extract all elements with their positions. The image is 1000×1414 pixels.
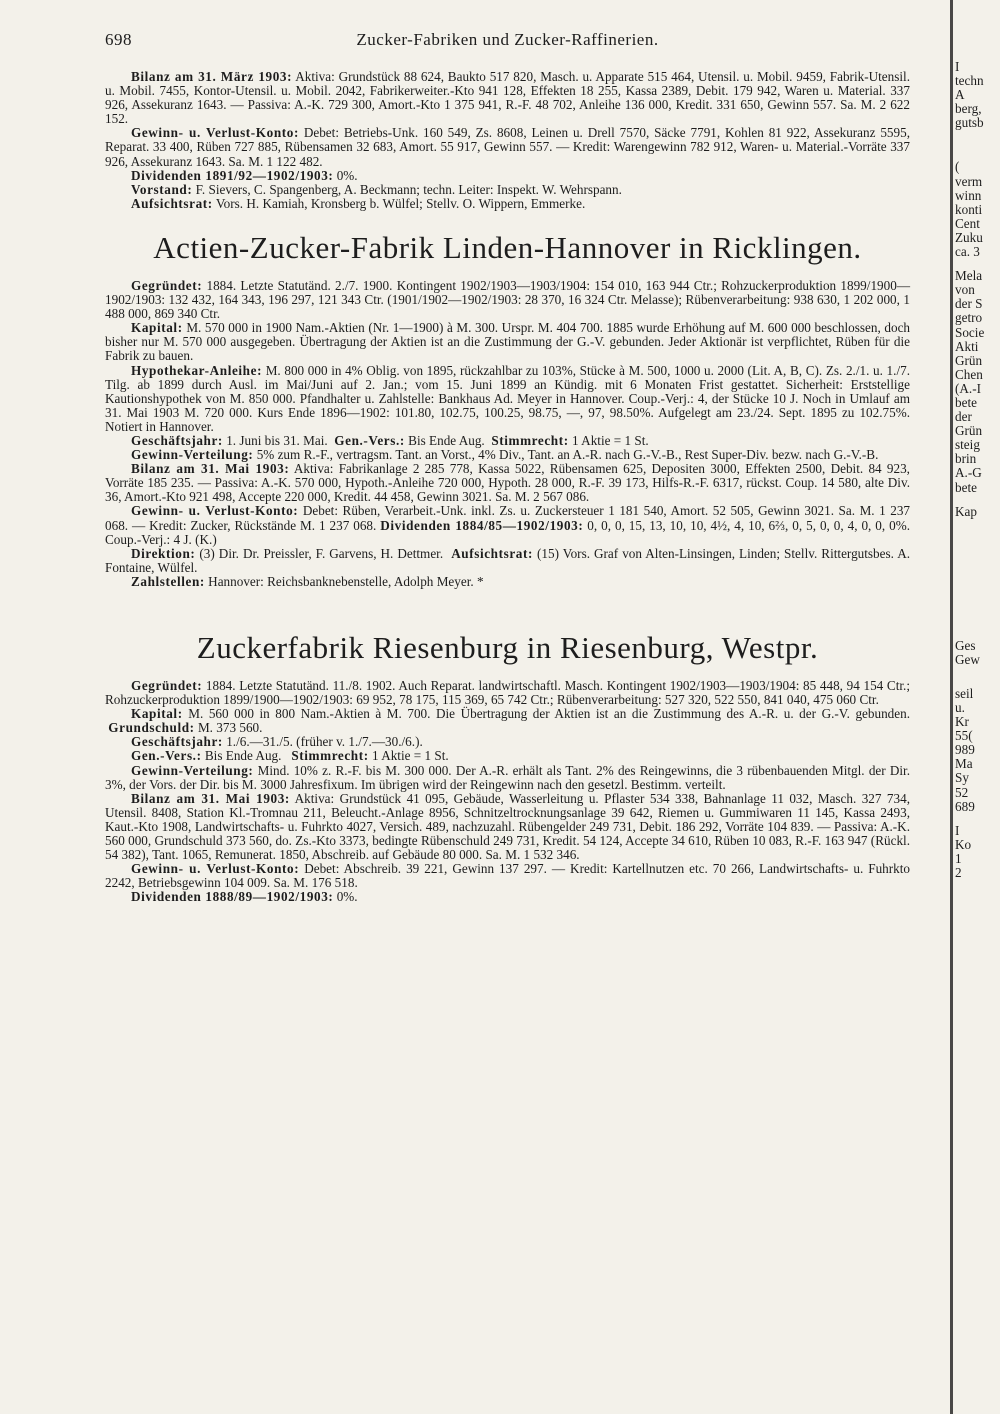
edge-fragment: steig: [955, 437, 980, 453]
edge-fragment: (A.-I: [955, 380, 981, 396]
riesen-bilanz: Bilanz am 31. Mai 1903: Aktiva: Grundstück 41 095, Gebäude, Wasserleitung u. Pflaster 534 338, Bahnanlage 11 032, Masch. 327 734, Utensil. 8408, Station Kl.-Tromnau 211, Beleucht.-Anlage 8956, Schnitzeltrocknungsanlage 39 642, Riemen u. Gummiwaren 11 145, Kassa 2493, Kaut.-Kto 1908, Landwirtschafts- u. Fuhrkto 4027, Versich. 489, nachzuzahl. Rübengelder 249 731, Debit. 186 292, Vorräte 104 839. — Passiva: A.-K. 560 000, Grundschuld 373 560, do. Zs.-Kto 3373, bedingte Rübenschuld 249 731, Kredit. 54 124, Accepte 34 610, Rüben 10 083, R.-F. 163 947 (Rückl. 54 382), Tant. 1065, Remunerat. 1850, Abschreib. auf Gebäude 80 000. Sa. M. 1 532 346.: [105, 790, 910, 863]
riesen-gewinnverteilung: Gewinn-Verteilung: Mind. 10% z. R.-F. bis M. 300 000. Der A.-R. erhält als Tant. 2% des Reingewinns, die 3 rübenbauenden Mitgl. der Dir. 3%, der Vors. der Dir. bis M. 3000 Jahresfixum. Im übrigen wird der Reingewinn nach den gesetzl. Bestimm. verteilt.: [105, 762, 911, 792]
prev-aufsichtsrat: Aufsichtsrat: Vors. H. Kamiah, Kronsberg b. Wülfel; Stellv. O. Wippern, Emmerke.: [131, 195, 586, 211]
linden-bilanz: Bilanz am 31. Mai 1903: Aktiva: Fabrikanlage 2 285 778, Kassa 5022, Rübensamen 625, Depositen 3000, Effekten 2500, Debit. 84 923, Vorräte 185 235. — Passiva: A.-K. 570 000, Hypoth.-Anleihe 720 000, Hypoth. 28 000, R.-F. 39 173, Hilfs-R.-F. 6317, rückst. Coup. 14 580, alte Div. 36, Amort.-Kto 921 498, Accepte 220 000, Kredit. 44 458, Gewinn 3021. Sa. M. 2 567 086.: [105, 461, 910, 505]
linden-direktion: Direktion: (3) Dir. Dr. Preissler, F. Garvens, H. Dettmer. Aufsichtsrat: (15) Vors. Graf von Alten-Linsingen, Linden; Stellv. Rittergutsbes. A. Fontaine, Wülfel.: [105, 545, 911, 575]
edge-fragment: bete: [955, 394, 977, 410]
edge-fragment: Grün: [955, 423, 983, 439]
edge-fragment: 52: [955, 784, 969, 800]
riesen-gegruendet: Gegründet: 1884. Letzte Statutänd. 11./8. 1902. Auch Reparat. landwirtschaftl. Masch. Kontingent 1902/1903—1903/1904: 85 448, 94 154 Ctr.; Rohzuckerproduktion 1899/1900—1902/1903: 69 952, 78 175, 115 369, 65 742 Ctr.; Rübenverarbeitung: 527 320, 522 550, 841 040, 475 060 Ctr.: [105, 678, 911, 708]
prev-dividends: Dividenden 1891/92—1902/1903: 0%.: [131, 167, 358, 183]
edge-fragment: gutsb: [955, 115, 984, 131]
edge-fragment: 689: [955, 798, 975, 814]
edge-fragment: Ma: [955, 756, 973, 772]
linden-geschaeftsjahr: Geschäftsjahr: 1. Juni bis 31. Mai. Gen.-Vers.: Bis Ende Aug. Stimmrecht: 1 Aktie = 1 St.: [131, 432, 649, 448]
edge-fragment: Chen: [955, 366, 983, 382]
edge-fragment: A.-G: [955, 465, 982, 481]
edge-fragment: der: [955, 409, 972, 425]
linden-gegruendet: Gegründet: 1884. Letzte Statutänd. 2./7. 1900. Kontingent 1902/1903—1903/1904: 154 010, 163 944 Ctr.; Rohzuckerproduktion 1899/1900—1902/1903: 132 432, 164 343, 196 297, 121 343 Ctr. (1901/1902—1902/1903: 28 370, 16 324 Ctr. Melasse); Rübenverarbeitung: 938 630, 1 202 000, 1 488 000, 869 340 Ctr.: [105, 277, 911, 322]
edge-fragment: konti: [955, 201, 983, 217]
main-column: [105, 70, 910, 905]
edge-fragment: der S: [955, 296, 983, 312]
riesen-genvers: Gen.-Vers.: Bis Ende Aug. Stimmrecht: 1 Aktie = 1 St.: [131, 748, 449, 764]
edge-fragment: getro: [955, 310, 983, 326]
edge-fragment: Kr: [955, 714, 969, 730]
page-header: [105, 30, 910, 60]
riesen-guv: Gewinn- u. Verlust-Konto: Debet: Abschreib. 39 221, Gewinn 137 297. — Kredit: Kartellnutzen etc. 70 266, Landwirtschafts- u. Fuhrkto 2242, Betriebsgewinn 104 009. Sa. M. 176 518.: [105, 861, 910, 891]
riesen-geschaeftsjahr: Geschäftsjahr: 1./6.—31./5. (früher v. 1./7.—30./6.).: [131, 734, 423, 750]
linden-guv: Gewinn- u. Verlust-Konto: Debet: Rüben, Verarbeit.-Unk. inkl. Zs. u. Zuckersteuer 1 181 540, Amort. 52 505, Gewinn 3021. Sa. M. 1 237 068. — Kredit: Zucker, Rückstände M. 1 237 068. Dividenden 1884/85—1902/1903: 0, 0, 0, 15, 13, 10, 10, 4½, 4, 10, 6⅔, 0, 5, 0, 0, 4, 0, 0, 0%. Coup.-Verj.: 4 J. (K.): [105, 503, 911, 547]
company-title-linden: Actien-Zucker-Fabrik Linden-Hannover in Ricklingen.: [153, 229, 862, 265]
edge-fragment: Cent: [955, 215, 980, 231]
edge-fragment: I: [955, 60, 960, 74]
edge-fragment: Kap: [955, 503, 977, 519]
linden-kapital: Kapital: M. 570 000 in 1900 Nam.-Aktien (Nr. 1—1900) à M. 300. Urspr. M. 404 700. 1885 wurde Erhöhung auf M. 600 000 beschlossen, doch bisher nur M. 570 000 ausgegeben. Übertragung der Aktien ist an die Zustimmung der G.-V. gebunden. Jeder Aktionär ist verpflichtet, Rüben für die Fabrik zu bauen.: [105, 320, 911, 364]
edge-fragment: Ko: [955, 836, 972, 852]
edge-fragment: Zuku: [955, 229, 983, 245]
page-number: 698: [105, 30, 132, 49]
edge-fragment: 2: [955, 865, 962, 881]
edge-fragment: 55(: [955, 728, 973, 744]
edge-fragment: 1: [955, 850, 962, 866]
edge-fragment: techn: [955, 73, 984, 89]
prev-guv: Gewinn- u. Verlust-Konto: Debet: Betriebs-Unk. 160 549, Zs. 8608, Leinen u. Drell 7570, Säcke 7791, Kohlen 81 922, Assekuranz 5595, Reparat. 33 400, Rüben 727 885, Rübensamen 32 683, Amort. 55 917, Gewinn 557. — Kredit: Warengewinn 782 912, Waren- u. Material.-Vorräte 337 926, Assekuranz 1643. Sa. M. 1 122 482.: [105, 125, 911, 169]
edge-fragment: A: [955, 87, 965, 103]
riesen-dividends: Dividenden 1888/89—1902/1903: 0%.: [131, 889, 358, 905]
edge-fragment: Gew: [955, 651, 980, 667]
edge-fragment: Socie: [955, 324, 985, 340]
facing-page-fragments: [955, 60, 1000, 1360]
edge-fragment: bete: [955, 479, 977, 495]
edge-fragment: ca. 3: [955, 244, 980, 260]
edge-fragment: 989: [955, 742, 975, 758]
prev-bilanz: Bilanz am 31. März 1903: Aktiva: Grundstück 88 624, Baukto 517 820, Masch. u. Apparate 515 464, Utensil. u. Mobil. 9459, Fabrik-Utensil. u. Mobil. 7455, Kontor-Utensil. u. Mobil. 2042, Fabrikerweiter.-Kto 941 128, Effekten 18 255, Kassa 2389, Debit. 179 942, Waren u. Material. 337 926, Assekuranz 1643. — Passiva: A.-K. 729 300, Amort.-Kto 1 375 941, R.-F. 48 702, Anleihe 136 000, Kredit. 331 650, Gewinn 557. Sa. M. 2 622 152.: [105, 69, 910, 127]
running-title: Zucker-Fabriken und Zucker-Raffinerien.: [356, 30, 659, 49]
edge-fragment: berg,: [955, 101, 982, 117]
edge-fragment: I: [955, 822, 960, 838]
company-title-riesenburg: Zuckerfabrik Riesenburg in Riesenburg, Westpr.: [196, 630, 819, 665]
edge-fragment: Grün: [955, 352, 983, 368]
prev-vorstand: Vorstand: F. Sievers, C. Spangenberg, A. Beckmann; techn. Leiter: Inspekt. W. Wehrspann.: [131, 181, 622, 197]
edge-fragment: von: [955, 282, 975, 298]
linden-hypothekar: Hypothekar-Anleihe: M. 800 000 in 4% Oblig. von 1895, rückzahlbar zu 103%, Stücke à M. 500, 1000 u. 2000 (Lit. A, B, C). Zs. 2./1. u. 1./7. Tilg. ab 1899 durch Ausl. im Mai/Juni auf 2. Jan.; vom 15. Juni 1899 an Kündig. mit 6 Monaten Frist gestattet. Sicherheit: Erststellige Kautionshypothek von M. 850 000. Pfandhalter u. Zahlstelle: Bankhaus Ad. Meyer in Hannover. Coup.-Verj.: 4, der Stücke 10 J. Noch in Umlauf am 31. Mai 1903 M. 720 000. Kurs Ende 1896—1902: 101.80, 102.75, 100.25, 98.75, —, 97, 98.50%. Aufgelegt am 23./24. Sept. 1895 zu 102.75%. Notiert in Hannover.: [105, 362, 911, 434]
edge-fragment: Ges: [955, 637, 976, 653]
edge-fragment: (: [955, 159, 960, 175]
linden-gewinnverteilung: Gewinn-Verteilung: 5% zum R.-F., vertragsm. Tant. an Vorst., 4% Div., Tant. an A.-R. nach G.-V.-B., Rest Super-Div. bezw. nach G.-V.-B.: [131, 447, 879, 463]
edge-fragment: seil: [955, 685, 974, 701]
edge-fragment: Sy: [955, 770, 969, 786]
edge-fragment: Akti: [955, 338, 979, 354]
facing-page-edge: [950, 0, 953, 1414]
edge-fragment: u.: [955, 700, 965, 715]
edge-fragment: brin: [955, 451, 977, 467]
riesen-kapital: Kapital: M. 560 000 in 800 Nam.-Aktien à M. 700. Die Übertragung der Aktien ist an die Zustimmung des A.-R. u. der G.-V. gebunden. Grundschuld: M. 373 560.: [108, 706, 911, 736]
edge-fragment: verm: [955, 173, 983, 189]
edge-fragment: Mela: [955, 268, 983, 284]
edge-fragment: winn: [955, 187, 982, 203]
linden-zahlstellen: Zahlstellen: Hannover: Reichsbanknebenstelle, Adolph Meyer. *: [131, 573, 484, 589]
